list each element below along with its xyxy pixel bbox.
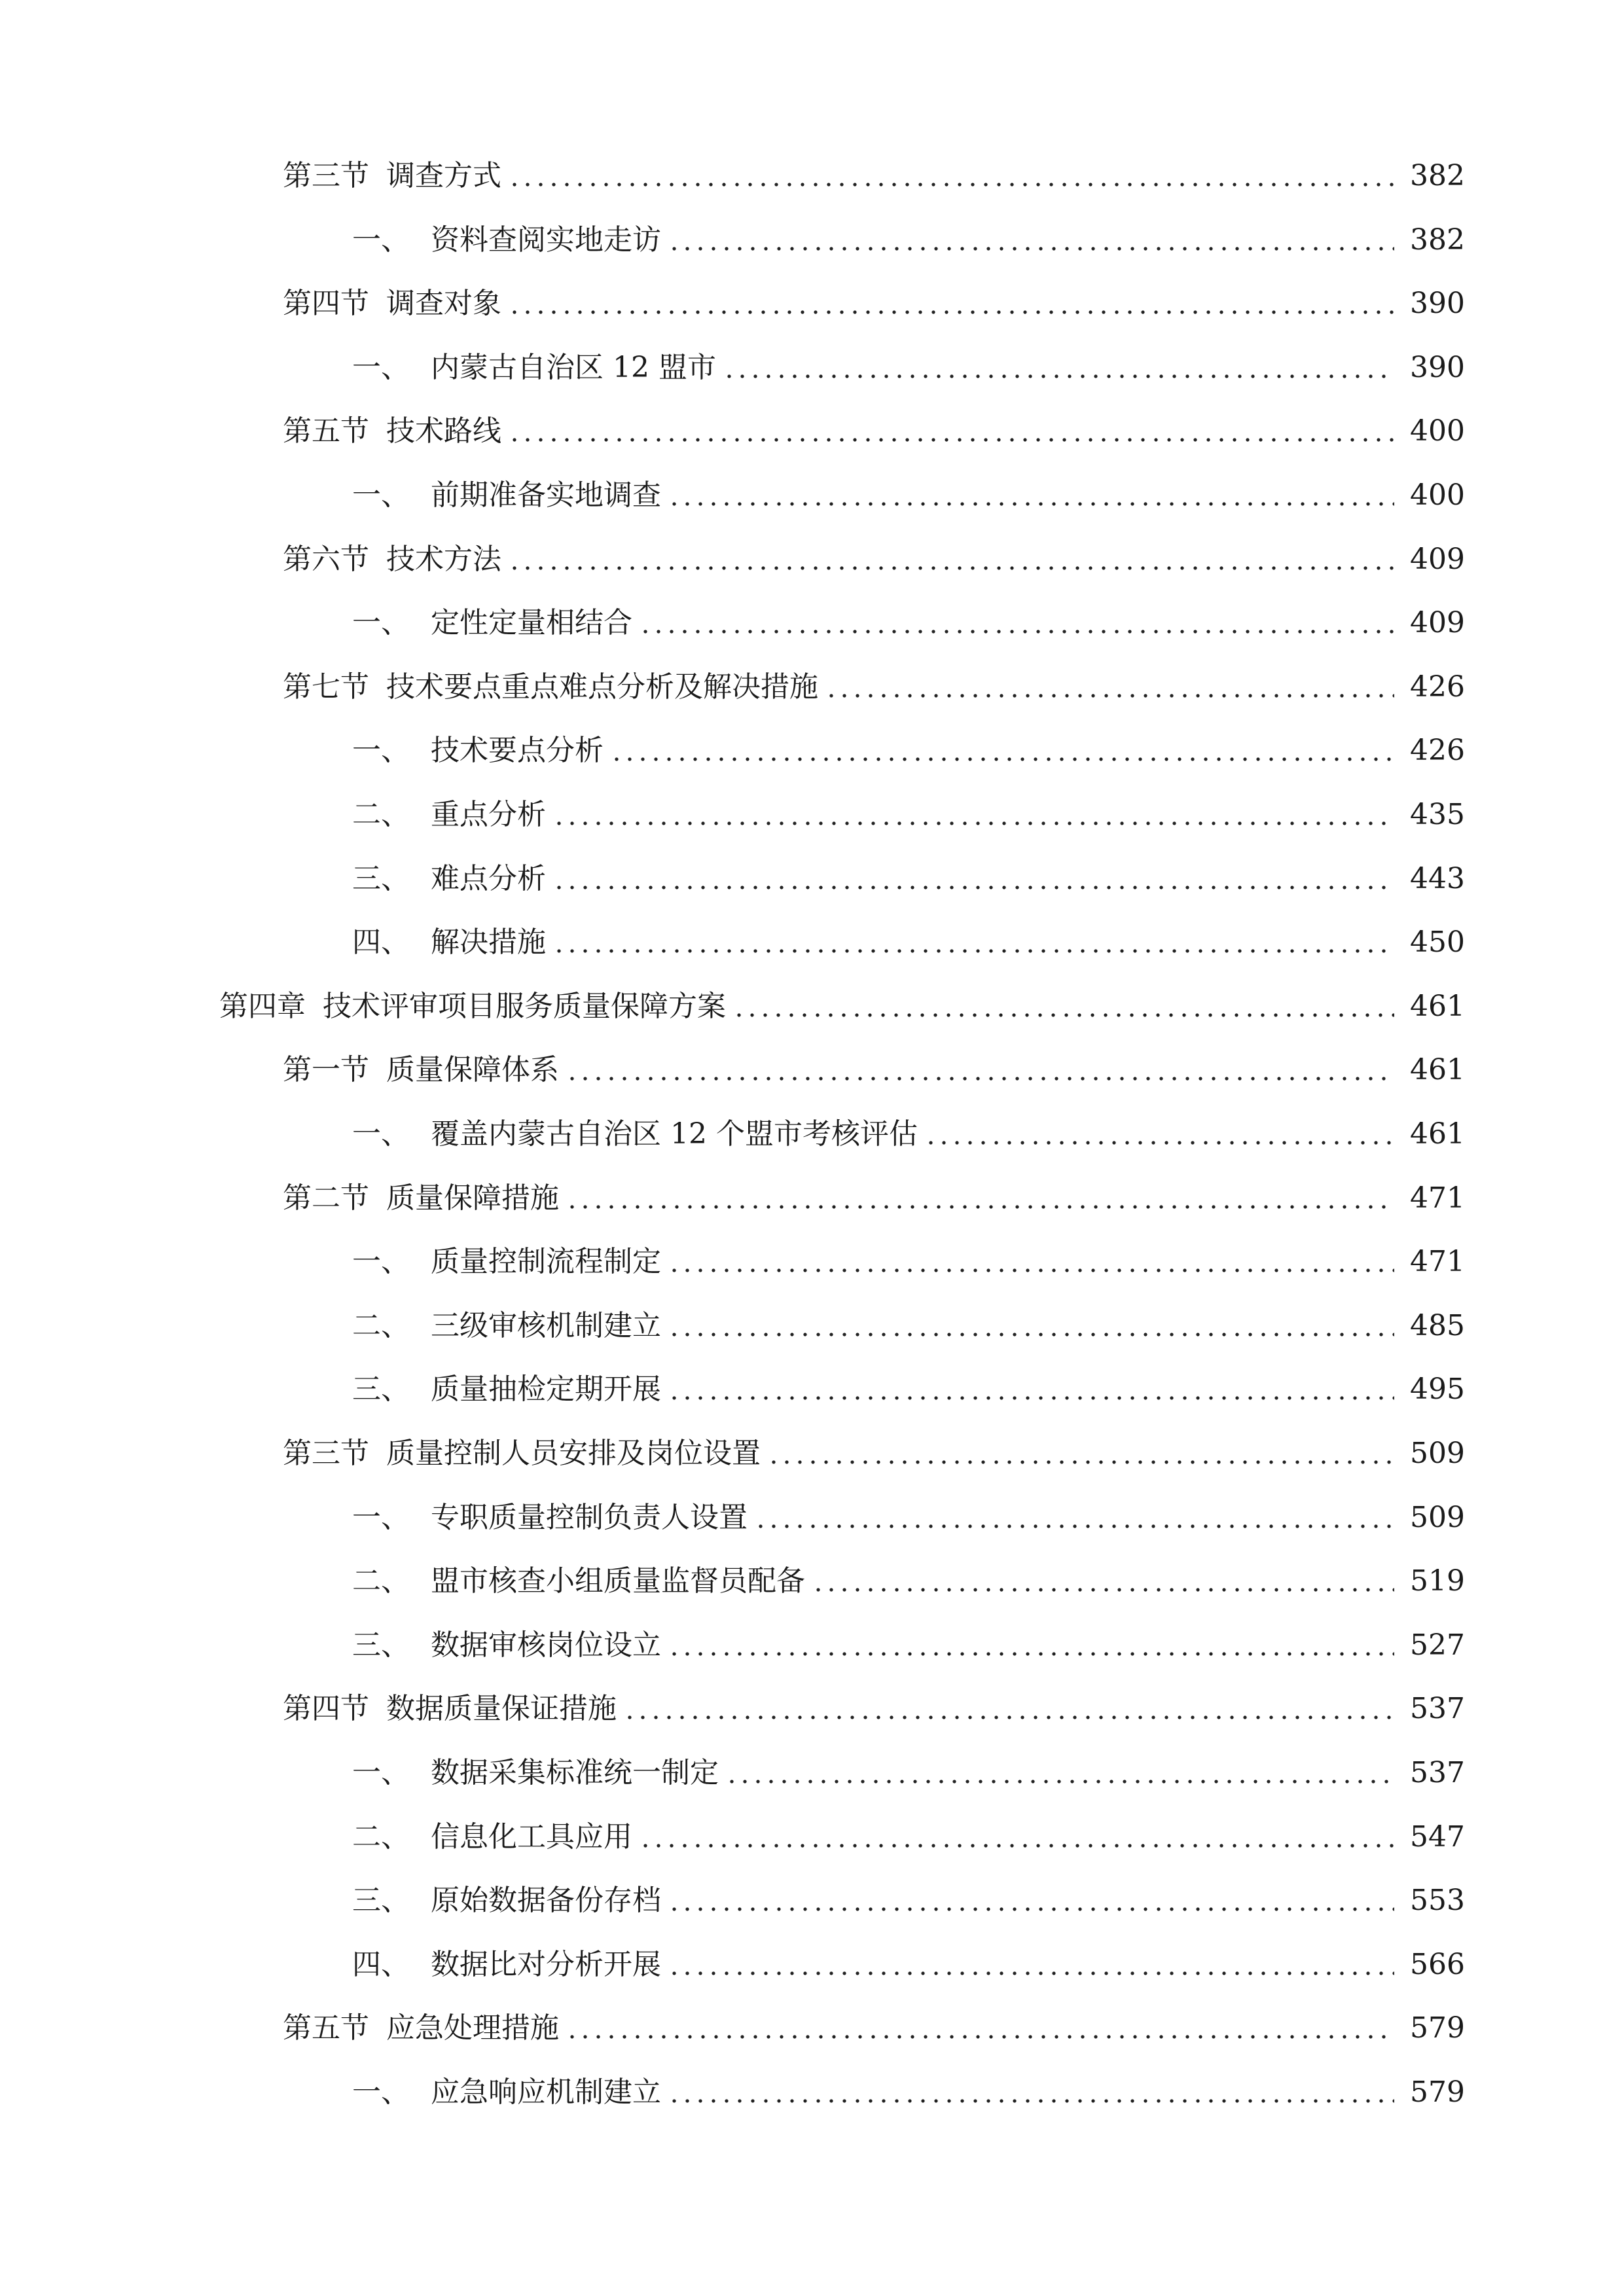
dot-leader <box>668 2099 1394 2103</box>
toc-page-number: 519 <box>1410 1564 1465 1598</box>
toc-subsection[interactable] <box>352 1366 1465 1413</box>
toc-entry-label <box>283 1685 617 1732</box>
toc-entry-label <box>283 408 501 455</box>
toc-entry-title: 质量保障体系 <box>386 1053 559 1086</box>
toc-entry-label <box>352 1877 661 1924</box>
toc-entry-title: 调查对象 <box>386 287 501 320</box>
toc-page-number: 461 <box>1410 1053 1465 1086</box>
toc-entry-label <box>283 280 501 327</box>
toc-page-number: 461 <box>1410 990 1465 1023</box>
toc-section[interactable] <box>283 408 1465 455</box>
dot-leader <box>552 886 1394 889</box>
toc-entry-title: 盟市核查小组质量监督员配备 <box>431 1564 805 1598</box>
toc-entry-title: 质量控制流程制定 <box>431 1245 661 1278</box>
toc-entry-title: 数据比对分析开展 <box>431 1948 661 1981</box>
toc-entry-title: 质量控制人员安排及岗位设置 <box>386 1437 761 1470</box>
toc-section[interactable] <box>283 152 1465 200</box>
dot-leader <box>566 2035 1394 2039</box>
toc-entry-title: 数据采集标准统一制定 <box>431 1756 719 1789</box>
toc-entry-label <box>352 344 716 391</box>
toc-page-number: 471 <box>1410 1181 1465 1215</box>
toc-subsection[interactable] <box>352 1238 1465 1285</box>
toc-entry-label <box>352 1558 805 1605</box>
toc-entry-title: 重点分析 <box>431 798 546 831</box>
toc-entry-number: 一、 <box>352 478 410 512</box>
toc-subsection[interactable] <box>352 1877 1465 1924</box>
toc-entry-label <box>283 1175 559 1222</box>
toc-entry-number: 第一节 <box>283 1053 369 1086</box>
toc-page-number: 426 <box>1410 734 1465 767</box>
toc-page-number: 566 <box>1410 1948 1465 1981</box>
toc-entry-title: 调查方式 <box>386 159 501 192</box>
toc-page-number: 537 <box>1410 1756 1465 1789</box>
toc-page-number: 485 <box>1410 1309 1465 1342</box>
toc-entry-number: 第五节 <box>283 2011 369 2045</box>
toc-entry-label <box>283 1047 559 1094</box>
toc-entry-number: 第四章 <box>219 990 306 1023</box>
toc-entry-title: 质量保障措施 <box>386 1181 559 1215</box>
dot-leader <box>924 1141 1394 1145</box>
toc-subsection[interactable] <box>352 1111 1465 1158</box>
toc-entry-label <box>352 1749 719 1797</box>
toc-page-number: 400 <box>1410 478 1465 512</box>
toc-entry-label <box>352 1622 661 1669</box>
dot-leader <box>623 1715 1394 1719</box>
toc-page-number: 390 <box>1410 287 1465 320</box>
toc-entry-number: 第四节 <box>283 1692 369 1725</box>
toc-entry-label <box>283 1430 761 1477</box>
dot-leader <box>552 821 1394 825</box>
toc-entry-number: 一、 <box>352 606 410 639</box>
dot-leader <box>668 1268 1394 1272</box>
toc-entry-title: 信息化工具应用 <box>431 1820 632 1854</box>
toc-page-number: 579 <box>1410 2075 1465 2109</box>
dot-leader <box>668 247 1394 251</box>
toc-page-number: 579 <box>1410 2011 1465 2045</box>
toc-entry-title: 三级审核机制建立 <box>431 1309 661 1342</box>
toc-subsection[interactable] <box>352 600 1465 647</box>
toc-page-number: 495 <box>1410 1372 1465 1406</box>
toc-entry-number: 一、 <box>352 223 410 257</box>
toc-entry-number: 四、 <box>352 925 410 959</box>
toc-entry-number: 二、 <box>352 1820 410 1854</box>
toc-entry-title: 解决措施 <box>431 925 546 959</box>
dot-leader <box>668 1652 1394 1656</box>
toc-entry-label <box>352 1814 632 1861</box>
toc-entry-title: 质量抽检定期开展 <box>431 1372 661 1406</box>
toc-subsection[interactable] <box>352 727 1465 774</box>
toc-entry-label <box>352 1366 661 1413</box>
toc-entry-label <box>283 664 818 711</box>
toc-entry-number: 一、 <box>352 1245 410 1278</box>
toc-entry-label <box>352 2069 661 2116</box>
toc-page-number: 461 <box>1410 1117 1465 1151</box>
toc-page-number: 537 <box>1410 1692 1465 1725</box>
dot-leader <box>732 1013 1394 1017</box>
dot-leader <box>566 1205 1394 1209</box>
toc-page-number: 409 <box>1410 606 1465 639</box>
toc-entry-title: 技术要点重点难点分析及解决措施 <box>386 670 818 704</box>
dot-leader <box>725 1780 1394 1784</box>
toc-entry-number: 二、 <box>352 1309 410 1342</box>
toc-entry-title: 数据审核岗位设立 <box>431 1628 661 1662</box>
toc-entry-number: 一、 <box>352 1501 410 1534</box>
toc-section[interactable] <box>283 1685 1465 1732</box>
toc-subsection[interactable] <box>352 1558 1465 1605</box>
toc-entry-number: 第三节 <box>283 1437 369 1470</box>
toc-page-number: 435 <box>1410 798 1465 831</box>
toc-entry-title: 原始数据备份存档 <box>431 1884 661 1917</box>
toc-entry-label <box>219 983 726 1030</box>
toc-subsection[interactable] <box>352 344 1465 391</box>
toc-entry-number: 第五节 <box>283 414 369 448</box>
dot-leader <box>668 1333 1394 1336</box>
dot-leader <box>508 310 1394 314</box>
toc-entry-number: 第七节 <box>283 670 369 704</box>
toc-entry-label <box>283 2005 559 2052</box>
toc-entry-title: 技术评审项目服务质量保障方案 <box>323 990 726 1023</box>
toc-entry-number: 一、 <box>352 1117 410 1151</box>
toc-section[interactable] <box>283 280 1465 327</box>
dot-leader <box>552 949 1394 953</box>
toc-subsection[interactable] <box>352 791 1465 838</box>
toc-entry-label <box>352 600 632 647</box>
toc-page-number: 553 <box>1410 1884 1465 1917</box>
toc-entry-label <box>352 919 546 966</box>
toc-subsection[interactable] <box>352 855 1465 903</box>
toc-subsection[interactable] <box>352 1302 1465 1350</box>
toc-page-number: 450 <box>1410 925 1465 959</box>
toc-entry-title: 应急响应机制建立 <box>431 2075 661 2109</box>
toc-page-number: 409 <box>1410 543 1465 576</box>
toc-subsection[interactable] <box>352 1749 1465 1797</box>
toc-entry-number: 第四节 <box>283 287 369 320</box>
toc-section[interactable] <box>283 1047 1465 1094</box>
dot-leader <box>668 1971 1394 1975</box>
dot-leader <box>754 1524 1394 1528</box>
toc-entry-label <box>352 1302 661 1350</box>
toc-entry-number: 一、 <box>352 351 410 384</box>
toc-section[interactable] <box>283 536 1465 583</box>
toc-entry-label <box>352 1941 661 1988</box>
toc-subsection[interactable] <box>352 1494 1465 1541</box>
toc-entry-number: 第三节 <box>283 159 369 192</box>
toc-page-number: 547 <box>1410 1820 1465 1854</box>
toc-entry-label <box>283 152 501 200</box>
toc-entry-number: 三、 <box>352 1372 410 1406</box>
toc-page-number: 527 <box>1410 1628 1465 1662</box>
toc-page-number: 426 <box>1410 670 1465 704</box>
toc-entry-title: 应急处理措施 <box>386 2011 559 2045</box>
toc-entry-label <box>352 791 546 838</box>
toc-entry-title: 数据质量保证措施 <box>386 1692 617 1725</box>
toc-entry-title: 技术路线 <box>386 414 501 448</box>
toc-entry-number: 三、 <box>352 862 410 895</box>
toc-subsection[interactable] <box>352 217 1465 264</box>
dot-leader <box>767 1460 1394 1464</box>
toc-entry-number: 二、 <box>352 798 410 831</box>
toc-entry-title: 技术方法 <box>386 543 501 576</box>
toc-page-number: 471 <box>1410 1245 1465 1278</box>
toc-entry-label <box>352 472 661 519</box>
toc-subsection[interactable] <box>352 1814 1465 1861</box>
dot-leader <box>723 374 1394 378</box>
toc-subsection[interactable] <box>352 472 1465 519</box>
dot-leader <box>668 1396 1394 1400</box>
toc-page-number: 390 <box>1410 351 1465 384</box>
dot-leader <box>668 502 1394 506</box>
toc-entry-title: 资料查阅实地走访 <box>431 223 661 257</box>
toc-page-number: 400 <box>1410 414 1465 448</box>
toc-entry-title: 难点分析 <box>431 862 546 895</box>
toc-entry-title: 覆盖内蒙古自治区 12 个盟市考核评估 <box>431 1117 918 1151</box>
dot-leader <box>508 566 1394 570</box>
toc-chapter[interactable] <box>219 983 1465 1030</box>
toc-page-number: 509 <box>1410 1501 1465 1534</box>
toc-entry-number: 第六节 <box>283 543 369 576</box>
toc-entry-label <box>352 1111 918 1158</box>
toc-page-number: 443 <box>1410 862 1465 895</box>
toc-page-number: 382 <box>1410 223 1465 257</box>
toc-entry-label <box>352 217 661 264</box>
dot-leader <box>668 1907 1394 1911</box>
toc-subsection[interactable] <box>352 1622 1465 1669</box>
toc-entry-title: 技术要点分析 <box>431 734 604 767</box>
toc-page-number: 382 <box>1410 159 1465 192</box>
toc-entry-title: 定性定量相结合 <box>431 606 632 639</box>
toc-entry-title: 前期准备实地调查 <box>431 478 661 512</box>
toc-section[interactable] <box>283 1175 1465 1222</box>
toc-entry-number: 一、 <box>352 1756 410 1789</box>
toc-entry-label <box>283 536 501 583</box>
dot-leader <box>508 183 1394 187</box>
dot-leader <box>610 757 1394 761</box>
dot-leader <box>639 630 1394 634</box>
toc-entry-label <box>352 1238 661 1285</box>
toc-entry-number: 三、 <box>352 1628 410 1662</box>
toc-entry-number: 第二节 <box>283 1181 369 1215</box>
toc-entry-title: 内蒙古自治区 12 盟市 <box>431 351 716 384</box>
toc-subsection[interactable] <box>352 919 1465 966</box>
toc-entry-label <box>352 727 604 774</box>
toc-entry-number: 二、 <box>352 1564 410 1598</box>
dot-leader <box>639 1844 1394 1848</box>
toc-subsection[interactable] <box>352 2069 1465 2116</box>
toc-entry-number: 四、 <box>352 1948 410 1981</box>
toc-entry-number: 三、 <box>352 1884 410 1917</box>
toc-entry-label <box>352 1494 748 1541</box>
toc-page-number: 509 <box>1410 1437 1465 1470</box>
toc-entry-title: 专职质量控制负责人设置 <box>431 1501 748 1534</box>
dot-leader <box>812 1588 1394 1592</box>
dot-leader <box>508 438 1394 442</box>
toc-entry-number: 一、 <box>352 734 410 767</box>
toc-subsection[interactable] <box>352 1941 1465 1988</box>
dot-leader <box>825 694 1394 698</box>
dot-leader <box>566 1077 1394 1081</box>
toc-section[interactable] <box>283 1430 1465 1477</box>
toc-entry-label <box>352 855 546 903</box>
toc-section[interactable] <box>283 2005 1465 2052</box>
toc-entry-number: 一、 <box>352 2075 410 2109</box>
toc-section[interactable] <box>283 664 1465 711</box>
